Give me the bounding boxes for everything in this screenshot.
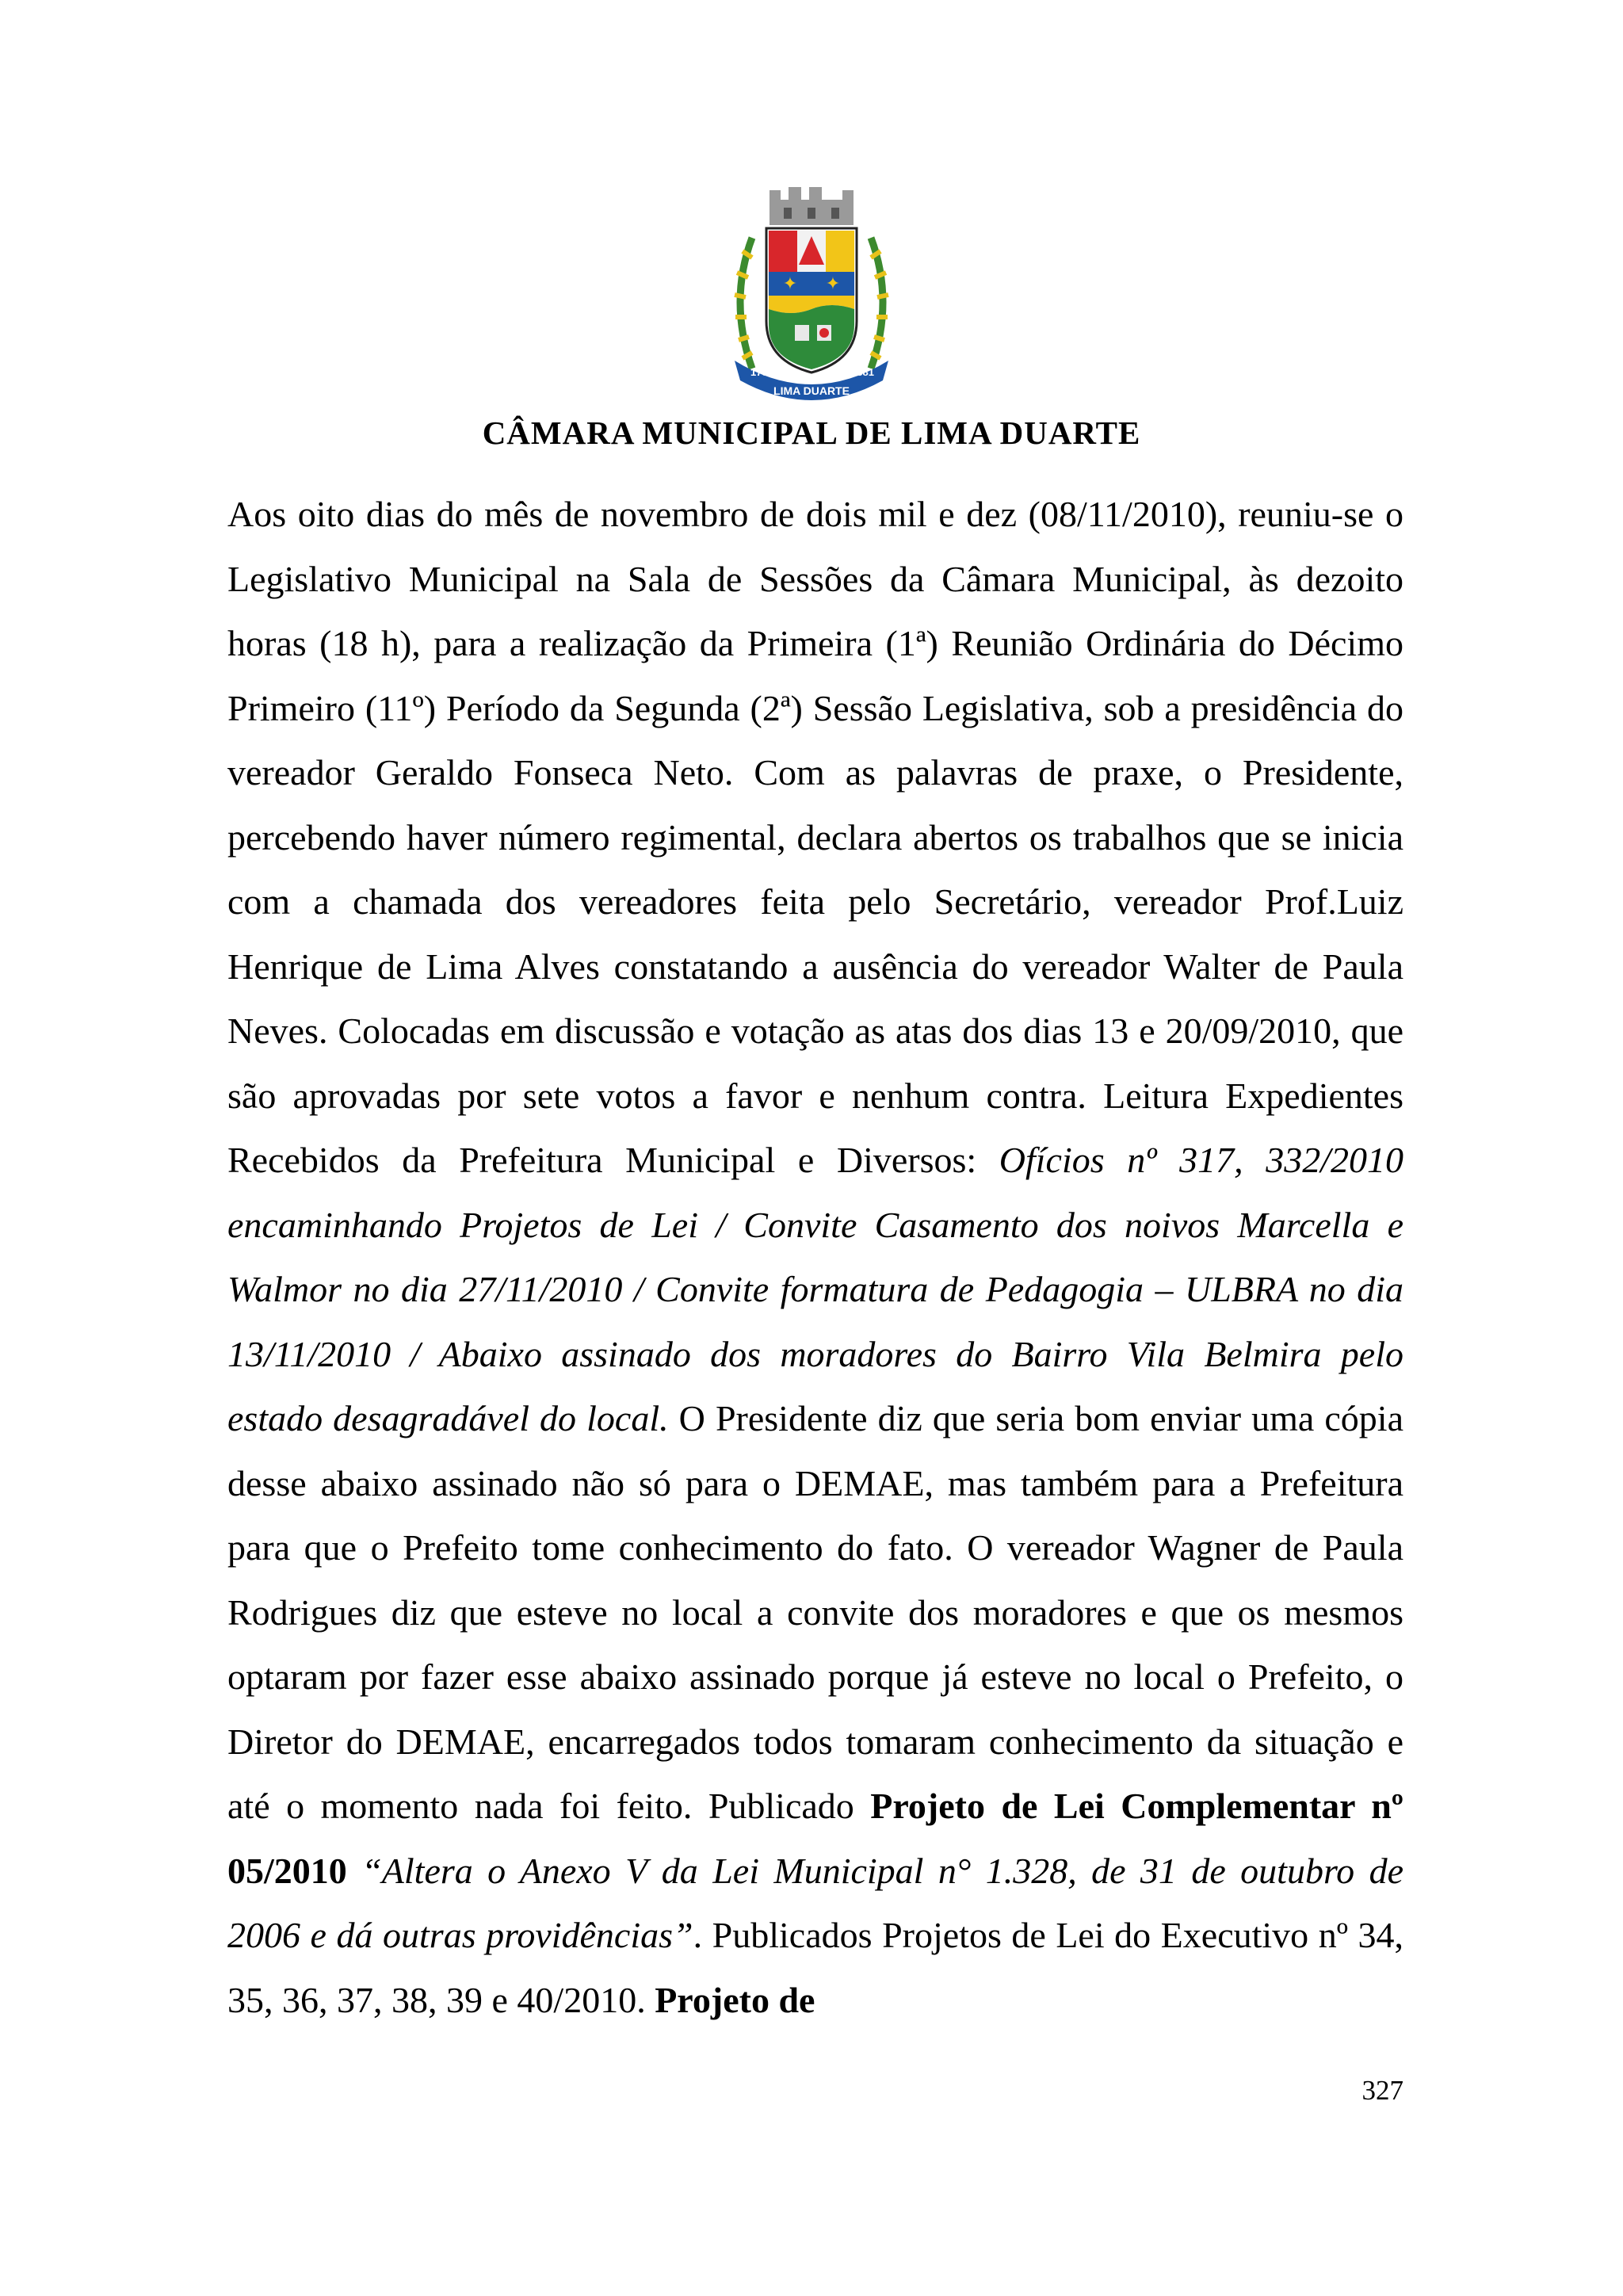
minutes-bold-projeto-de: Projeto de [655,1979,815,2020]
minutes-text-part-2: O Presidente diz que seria bom enviar uma cópia desse abaixo assinado não só para o DEMAE, mas também para a Prefeitura para que o Prefeito tome conhecimento do fato. O vereador Wagner de Paula Rodrigues diz que esteve no local a convite dos moradores e que os mesmos optaram por fazer esse abaixo assinado porque já esteve no local o Prefeito, o Diretor do DEMAE, encarregados todos tomaram conhecimento da situação e até o momento nada foi feito. Publicado [227,1398,1403,1826]
minutes-body-text [227,482,1403,2032]
svg-text:1881: 1881 [851,366,874,378]
chamber-name: CÂMARA MUNICIPAL DE LIMA DUARTE [482,415,1141,451]
page-number: 327 [1361,2075,1403,2106]
minutes-italic-expedientes: Ofícios nº 317, 332/2010 encaminhando Projetos de Lei / Convite Casamento dos noivos Marcella e Walmor no dia 27/11/2010 / Convite formatura de Pedagogia – ULBRA no dia 13/11/2010 / Abaixo assinado dos moradores do Bairro Vila Belmira pelo estado desagradável do local. [227,1140,1403,1438]
svg-text:LIMA DUARTE: LIMA DUARTE [773,384,850,397]
svg-text:✦: ✦ [825,273,841,293]
document-header [0,182,1623,452]
svg-text:✦: ✦ [782,273,798,293]
minutes-bold-projeto-lei-complementar: Projeto de Lei Complementar nº 05/2010 [227,1786,1403,1891]
svg-text:1781: 1781 [750,366,773,378]
minutes-italic-ementa: “Altera o Anexo V da Lei Municipal n° 1.328, de 31 de outubro de 2006 e dá outras providências” [227,1850,1403,1955]
minutes-text-part-1: Aos oito dias do mês de novembro de dois mil e dez (08/11/2010), reuniu-se o Legislativo Municipal na Sala de Sessões da Câmara Municipal, às dezoito horas (18 h), para a realização da Primeira (1ª) Reunião Ordinária do Décimo Primeiro (11º) Período da Segunda (2ª) Sessão Legislativa, sob a presidência do vereador Geraldo Fonseca Neto. Com as palavras de praxe, o Presidente, percebendo haver número regimental, declara abertos os trabalhos que se inicia com a chamada dos vereadores feita pelo Secretário, vereador Prof.Luiz Henrique de Lima Alves constatando a ausência do vereador Walter de Paula Neves. Colocadas em discussão e votação as atas dos dias 13 e 20/09/2010, que são aprovadas por sete votos a favor e nenhum contra. Leitura Expedientes Recebidos da Prefeitura Municipal e Diversos: [227,494,1403,1180]
lima-duarte-coat-of-arms-icon [720,182,903,412]
minutes-text-part-3: . Publicados Projetos de Lei do Executivo nº 34, 35, 36, 37, 38, 39 e 40/2010. [227,1915,1403,2020]
